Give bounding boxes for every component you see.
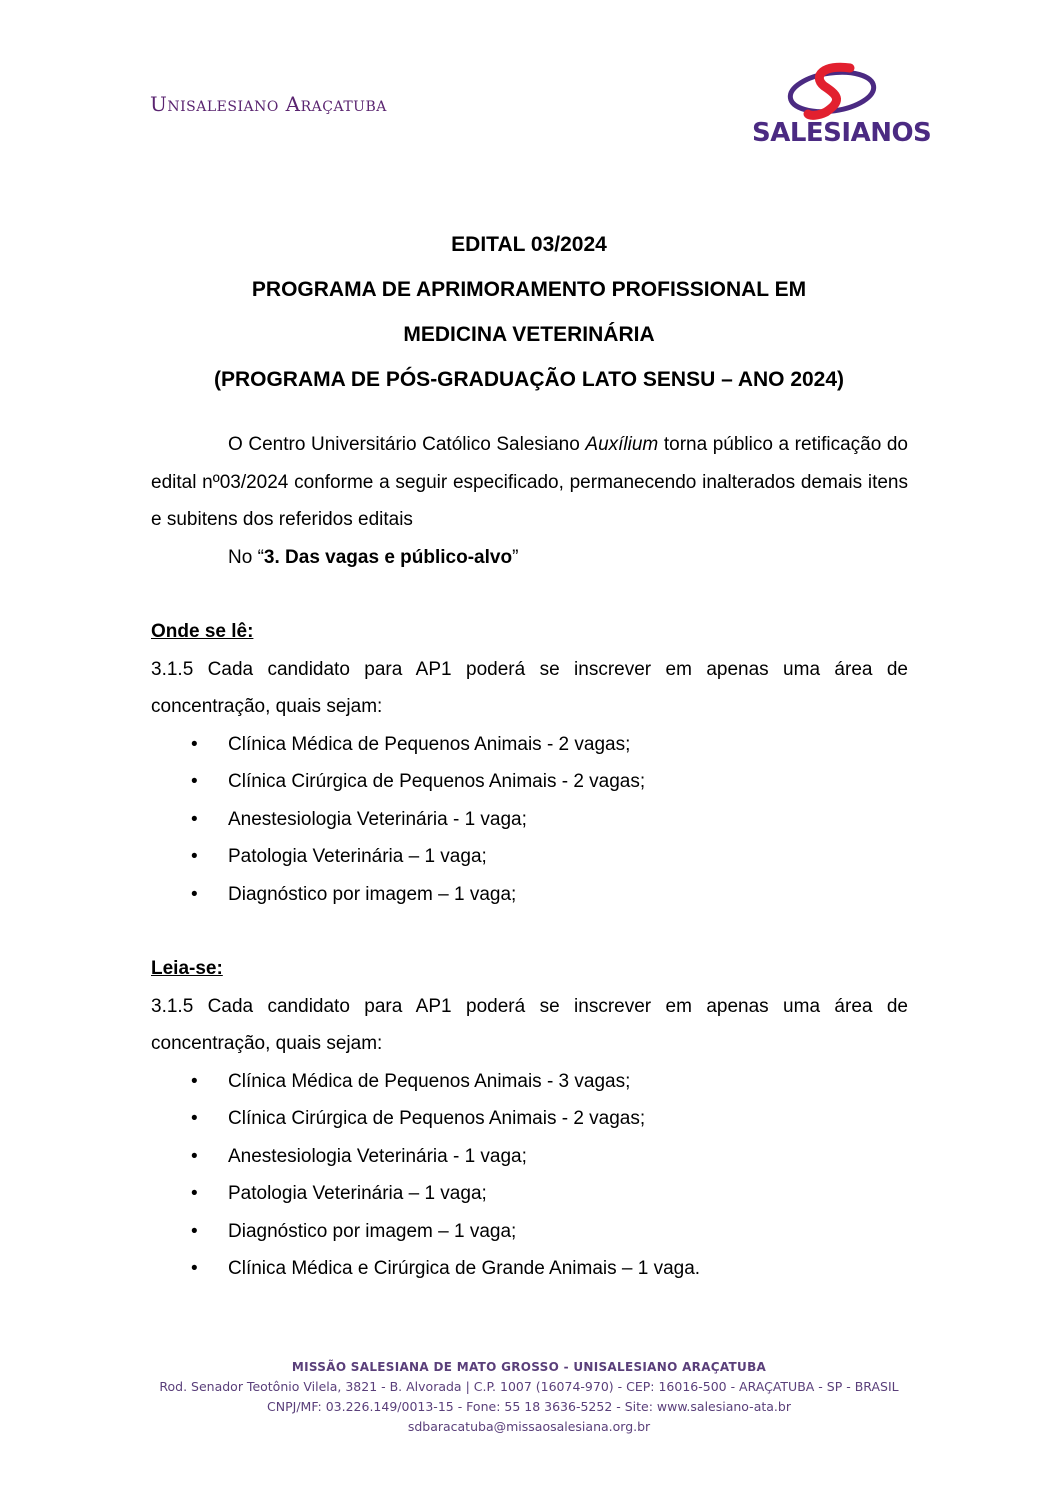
intro-italic: Auxílium [585, 434, 659, 455]
section-heading-onde: Onde se lê: [151, 621, 254, 642]
vacancy-list-leia [151, 1063, 908, 1288]
footer-organization: MISSÃO SALESIANA DE MATO GROSSO - UNISALESIANO ARAÇATUBA [291, 1360, 767, 1374]
logo-wordmark: SALESIANOS [752, 118, 932, 148]
program-title-line1: PROGRAMA DE APRIMORAMENTO PROFISSIONAL EM [251, 278, 807, 301]
footer-email: sdbaracatuba@missaosalesiana.org.br [407, 1419, 651, 1434]
list-item: • Diagnóstico por imagem – 1 vaga; [151, 1213, 908, 1251]
salesianos-logo [752, 62, 932, 154]
reference-prefix: No “ [228, 546, 264, 568]
list-item: • Clínica Cirúrgica de Pequenos Animais - 2 vagas; [151, 763, 908, 801]
list-item: • Clínica Médica de Pequenos Animais - 2 vagas; [151, 726, 908, 764]
reference-suffix: ” [512, 546, 519, 568]
reference-bold: 3. Das vagas e público-alvo [263, 546, 513, 568]
footer-contact: CNPJ/MF: 03.226.149/0013-15 - Fone: 55 18 3636-5252 - Site: www.salesiano-ata.br [267, 1399, 791, 1414]
vacancy-list-onde [151, 726, 908, 914]
reference-line [151, 539, 908, 577]
list-item: • Clínica Médica e Cirúrgica de Grande Animais – 1 vaga. [151, 1250, 908, 1288]
section-heading-leia: Leia-se: [151, 958, 223, 979]
program-title-line2: MEDICINA VETERINÁRIA [403, 323, 655, 346]
intro-text-1: O Centro Universitário Católico Salesiano [228, 434, 586, 455]
salesianos-s-icon [752, 62, 912, 122]
list-item: • Patologia Veterinária – 1 vaga; [151, 1175, 908, 1213]
program-subtitle: (PROGRAMA DE PÓS-GRADUAÇÃO LATO SENSU – ANO 2024) [213, 368, 845, 391]
section-paragraph-leia: 3.1.5 Cada candidato para AP1 poderá se inscrever em apenas uma área de concentração, quais sejam: [151, 995, 908, 1054]
section-paragraph-onde: 3.1.5 Cada candidato para AP1 poderá se inscrever em apenas uma área de concentração, quais sejam: [151, 658, 908, 717]
list-item: • Anestesiologia Veterinária - 1 vaga; [151, 801, 908, 839]
footer-address: Rod. Senador Teotônio Vilela, 3821 - B. Alvorada | C.P. 1007 (16074-970) - CEP: 16016-500 - ARAÇATUBA - SP - BRASIL [159, 1379, 899, 1394]
document-body [151, 426, 908, 1288]
intro-paragraph [151, 426, 908, 539]
list-item: • Patologia Veterinária – 1 vaga; [151, 838, 908, 876]
institution-name: Unisalesiano Araçatuba [150, 92, 387, 116]
list-item: • Diagnóstico por imagem – 1 vaga; [151, 876, 908, 914]
list-item: • Anestesiologia Veterinária - 1 vaga; [151, 1138, 908, 1176]
page-footer [100, 1357, 958, 1437]
document-titles [100, 222, 958, 402]
edital-title: EDITAL 03/2024 [451, 233, 607, 256]
list-item: • Clínica Cirúrgica de Pequenos Animais - 2 vagas; [151, 1100, 908, 1138]
intro-text-2: torna público a retificação do edital nº03/2024 conforme a seguir especificado, permanecendo inalterados demais itens e subitens dos referidos editais [151, 434, 908, 530]
list-item: • Clínica Médica de Pequenos Animais - 3 vagas; [151, 1063, 908, 1101]
